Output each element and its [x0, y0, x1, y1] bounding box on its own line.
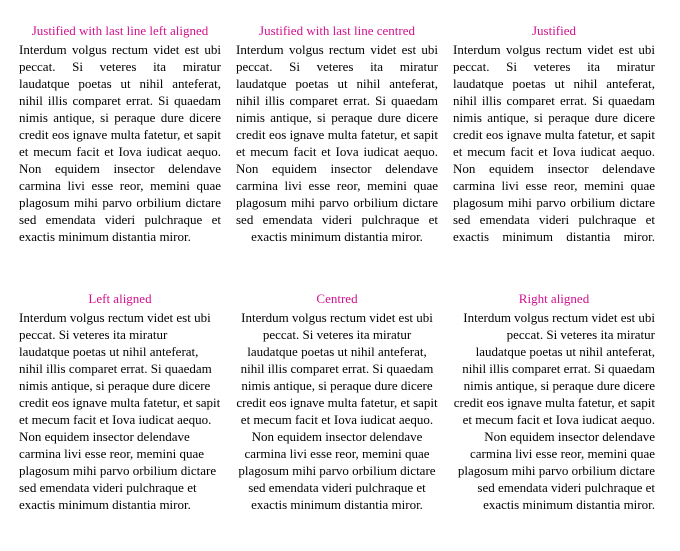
section-heading: Justified: [531, 23, 577, 38]
justified-last-left-section: [19, 23, 221, 245]
body-paragraph: Interdum volgus rectum videt est ubi peccat. Si veteres ita miratur laudatque poetas ut nihil anteferat, nihil illis comparet errat. Si quaedam nimis antique, si peraque dure dicere credit eos ignave multa fatetur, et sapit et mecum facit et Iova iudicat aequo. Non equidem insector delendave carmina livi esse reor, memini quae plagosum mihi parvo orbilium dictare sed emendata videri pulchraque et exactis minimum distantia miror.: [236, 42, 438, 244]
left-aligned-section: [19, 291, 221, 513]
body-paragraph: Interdum volgus rectum videt est ubi peccat. Si veteres ita miratur laudatque poetas ut nihil anteferat, nihil illis comparet errat. Si quaedam nimis antique, si peraque dure dicere credit eos ignave multa fatetur, et sapit et mecum facit et Iova iudicat aequo. Non equidem insector delendave carmina livi esse reor, memini quae plagosum mihi parvo orbilium dictare sed emendata videri pulchraque et exactis minimum distantia miror.: [236, 310, 438, 512]
right-aligned-section: [453, 291, 655, 513]
justified-section: [453, 23, 655, 245]
section-heading: Left aligned: [88, 291, 152, 306]
section-heading: Justified with last line centred: [259, 23, 415, 38]
body-paragraph: Interdum volgus rectum videt est ubi peccat. Si veteres ita miratur laudatque poetas ut nihil anteferat, nihil illis comparet errat. Si quaedam nimis antique, si peraque dure dicere credit eos ignave multa fatetur, et sapit et mecum facit et Iova iudicat aequo. Non equidem insector delendave carmina livi esse reor, memini quae plagosum mihi parvo orbilium dictare sed emendata videri pulchraque et exactis minimum distantia miror.: [19, 42, 221, 244]
justified-last-centred-section: [236, 23, 438, 245]
section-heading: Right aligned: [518, 291, 590, 306]
body-paragraph: Interdum volgus rectum videt est ubi peccat. Si veteres ita miratur laudatque poetas ut nihil anteferat, nihil illis comparet errat. Si quaedam nimis antique, si peraque dure dicere credit eos ignave multa fatetur, et sapit et mecum facit et Iova iudicat aequo. Non equidem insector delendave carmina livi esse reor, memini quae plagosum mihi parvo orbilium dictare sed emendata videri pulchraque et exactis minimum distantia miror.: [453, 310, 655, 512]
centred-section: [236, 291, 438, 513]
section-heading: Centred: [316, 291, 358, 306]
section-heading: Justified with last line left aligned: [31, 23, 209, 38]
body-paragraph: Interdum volgus rectum videt est ubi peccat. Si veteres ita miratur laudatque poetas ut nihil anteferat, nihil illis comparet errat. Si quaedam nimis antique, si peraque dure dicere credit eos ignave multa fatetur, et sapit et mecum facit et Iova iudicat aequo. Non equidem insector delendave carmina livi esse reor, memini quae plagosum mihi parvo orbilium dictare sed emendata videri pulchraque et exactis minimum distantia miror.: [19, 310, 221, 512]
body-paragraph: Interdum volgus rectum videt est ubi peccat. Si veteres ita miratur laudatque poetas ut nihil anteferat, nihil illis comparet errat. Si quaedam nimis antique, si peraque dure dicere credit eos ignave multa fatetur, et sapit et mecum facit et Iova iudicat aequo. Non equidem insector delendave carmina livi esse reor, memini quae plagosum mihi parvo orbilium dictare sed emendata videri pulchraque et exactis minimum distantia miror.: [453, 42, 655, 244]
